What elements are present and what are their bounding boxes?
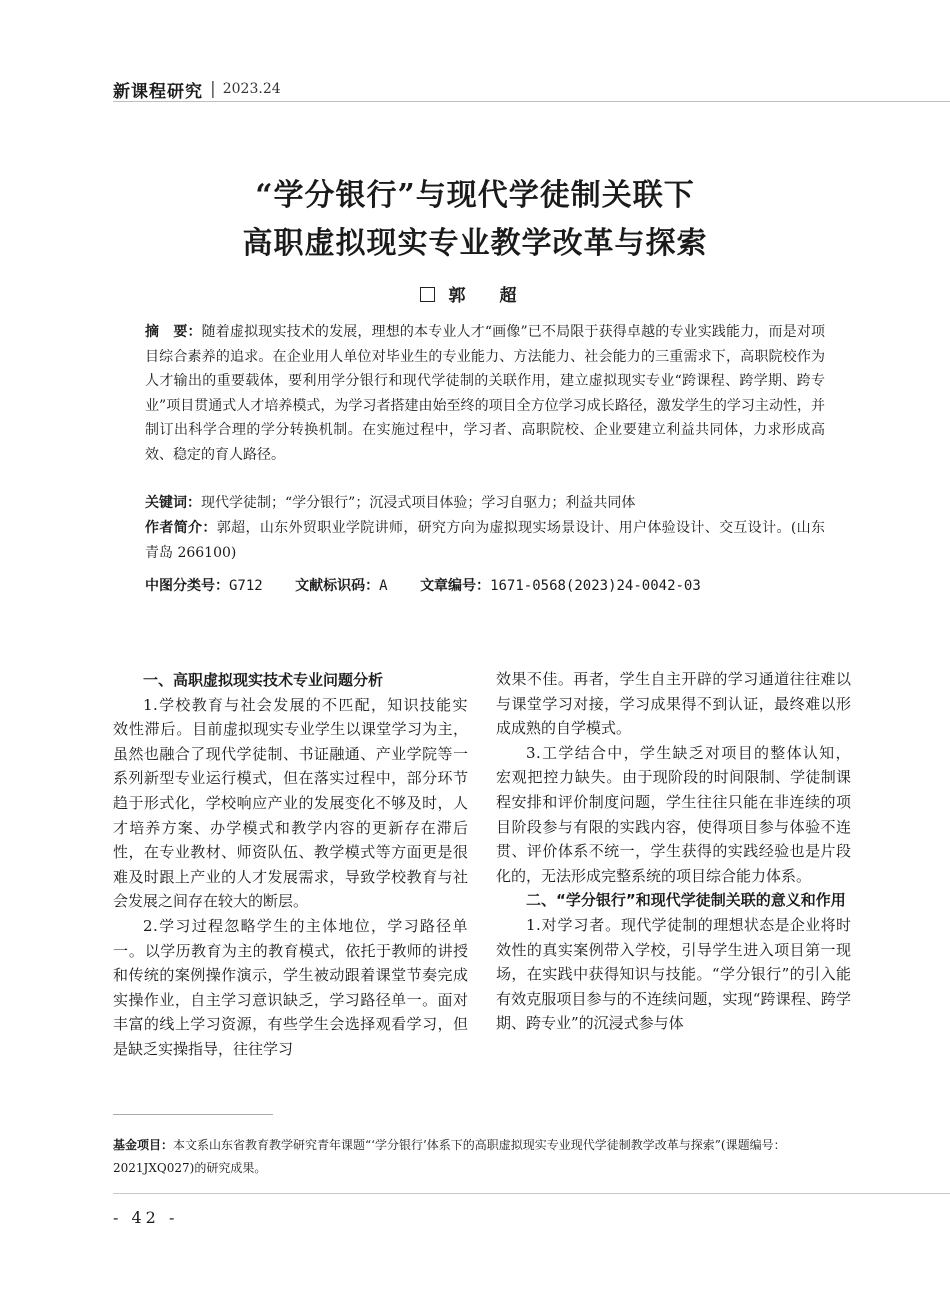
author-name: 郭 超 xyxy=(448,286,531,306)
funding-footnote xyxy=(113,1134,853,1180)
bottom-rule xyxy=(113,1193,950,1194)
bio-text: 郭超，山东外贸职业学院讲师，研究方向为虚拟现实场景设计、用户体验设计、交互设计。(山东 青岛 266100) xyxy=(145,520,825,561)
article-title-line-1: “学分银行”与现代学徒制关联下 xyxy=(255,178,695,213)
section-1-heading: 一、高职虚拟现实技术专业问题分析 xyxy=(143,671,384,689)
left-column xyxy=(113,668,468,1062)
issue-number: 2023.24 xyxy=(222,81,281,97)
paragraph-3-lead: 3.工学结合中，学生缺乏对项目的整体认知，宏观把控力缺失。 xyxy=(496,743,851,787)
abstract xyxy=(145,320,825,467)
clc-value: G712 xyxy=(229,578,263,594)
header-rule xyxy=(113,101,950,102)
journal-name: 新课程研究 xyxy=(113,81,203,102)
keywords-label: 关键词： xyxy=(145,495,201,511)
paragraph-1-lead: 1.学校教育与社会发展的不匹配，知识技能实效性滞后。 xyxy=(113,695,468,739)
paragraph-3 xyxy=(496,741,851,889)
right-column xyxy=(496,667,851,1036)
paragraph-4-lead: 1.对学习者。 xyxy=(526,915,621,934)
paragraph-4-text: 现代学徒制的理想状态是企业将时效性的真实案例带入学校，引导学生进入项目第一现场，在实践中获得知识与技能。“学分银行”的引入能有效克服项目参与的不连续问题，实现“跨课程、跨学期、跨专业”的沉浸式参与体 xyxy=(496,915,851,1033)
author-line xyxy=(0,281,950,306)
abstract-label: 摘 要： xyxy=(145,324,202,340)
keywords-text: 现代学徒制；“学分银行”；沉浸式项目体验；学习自驱力；利益共同体 xyxy=(201,495,636,511)
paragraph-1 xyxy=(113,693,468,914)
paragraph-2 xyxy=(113,914,468,1062)
classification-line xyxy=(145,575,729,595)
paragraph-1-text: 目前虚拟现实专业学生以课堂学习为主，虽然也融合了现代学徒制、书证融通、产业学院等一系列新型专业运行模式，但在落实过程中，部分环节趋于形式化，学校响应产业的发展变化不够及时，人才培养方案、办学模式和教学内容的更新存在滞后性，在专业教材、师资队伍、教学模式等方面更是很难及时跟上产业的人才发展需求，导致学校教育与社会发展之间存在较大的断层。 xyxy=(113,720,468,911)
author-bio xyxy=(145,516,825,565)
funding-label: 基金项目： xyxy=(113,1138,174,1152)
article-number-value: 1671-0568(2023)24-0042-03 xyxy=(490,578,701,594)
article-number-label: 文章编号： xyxy=(420,578,491,594)
bio-label: 作者简介： xyxy=(145,520,217,536)
section-2-heading: 二、“学分银行”和现代学徒制关联的意义和作用 xyxy=(526,891,846,910)
paragraph-2-continued: 效果不佳。再者，学生自主开辟的学习通道往往难以与课堂学习对接，学习成果得不到认证，最终难以形成成熟的自学模式。 xyxy=(496,670,851,738)
page-number: - 42 - xyxy=(113,1208,179,1227)
paragraph-4 xyxy=(496,913,851,1036)
header-separator: | xyxy=(210,79,216,99)
paragraph-2-text: 以学历教育为主的教育模式，依托于教师的讲授和传统的案例操作演示，学生被动跟着课堂节奏完成实操作业，自主学习意识缺乏，学习路径单一。面对丰富的线上学习资源，有些学生会选择观看学习，但是缺乏实操指导，往往学习 xyxy=(113,941,468,1058)
footnote-rule xyxy=(113,1114,273,1115)
running-header xyxy=(113,76,281,102)
paragraph-2-lead: 2.学习过程忽略学生的主体地位，学习路径单一。 xyxy=(113,916,468,960)
doc-code-value: A xyxy=(379,578,388,594)
doc-code-label: 文献标识码： xyxy=(295,578,380,594)
clc-label: 中图分类号： xyxy=(145,578,229,594)
author-box-icon xyxy=(420,287,435,302)
funding-text: 本文系山东省教育教学研究青年课题“‘学分银行’体系下的高职虚拟现实专业现代学徒制教学改革与探索”(课题编号：2021JXQ027)的研究成果。 xyxy=(113,1138,786,1175)
paragraph-3-text: 由于现阶段的时间限制、学徒制课程安排和评价制度问题，学生往往只能在非连续的项目阶段参与有限的实践内容，使得项目参与体验不连贯、评价体系不统一，学生获得的实践经验也是片段化的，无法形成完整系统的项目综合能力体系。 xyxy=(496,768,851,885)
abstract-text: 随着虚拟现实技术的发展，理想的本专业人才“画像”已不局限于获得卓越的专业实践能力，而是对项目综合素养的追求。在企业用人单位对毕业生的专业能力、方法能力、社会能力的三重需求下，高职院校作为人才输出的重要载体，要利用学分银行和现代学徒制的关联作用，建立虚拟现实专业“跨课程、跨学期、跨专业”项目贯通式人才培养模式，为学习者搭建由始至终的项目全方位学习成长路径，激发学生的学习主动性，并制订出科学合理的学分转换机制。在实施过程中，学习者、高职院校、企业要建立利益共同体，力求形成高效、稳定的育人路径。 xyxy=(145,324,825,463)
article-title-line-2: 高职虚拟现实专业教学改革与探索 xyxy=(242,226,708,261)
keywords xyxy=(145,491,825,516)
